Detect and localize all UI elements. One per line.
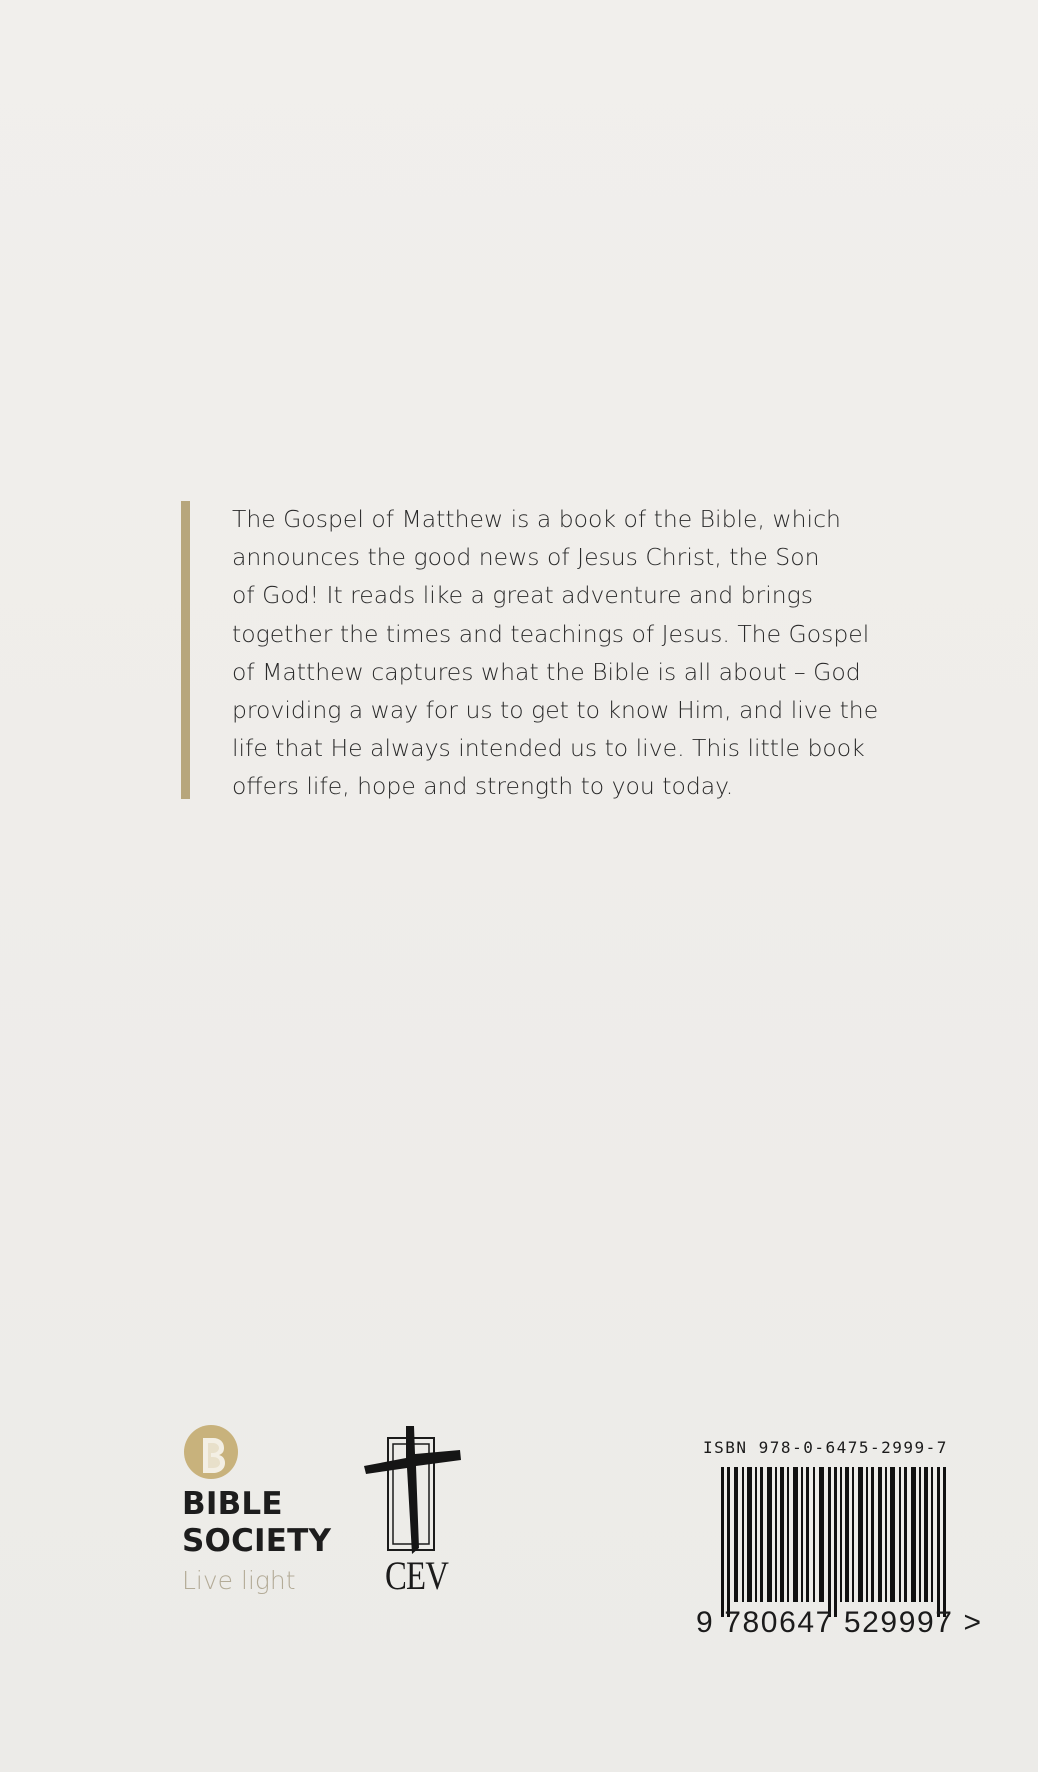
description-line: providing a way for us to get to know Him, and live the	[232, 696, 879, 725]
description-line: of God! It reads like a great adventure and brings	[232, 581, 813, 610]
barcode-graphic	[721, 1467, 959, 1617]
publisher-tagline: Live light	[182, 1566, 296, 1595]
cev-logo	[362, 1424, 462, 1600]
cross-icon	[362, 1424, 462, 1564]
description-line: announces the good news of Jesus Christ, the Son	[232, 543, 820, 572]
bible-society-b-icon	[183, 1424, 239, 1480]
quote-accent-bar	[181, 501, 190, 799]
isbn-barcode	[690, 1438, 990, 1648]
description-line: life that He always intended us to live. This little book	[232, 734, 865, 763]
description-line: offers life, hope and strength to you today.	[232, 772, 734, 801]
translation-label: CEV	[385, 1553, 449, 1598]
isbn-label: ISBN 978-0-6475-2999-7	[703, 1438, 948, 1457]
bible-society-logo	[182, 1424, 352, 1604]
publisher-name	[182, 1486, 331, 1560]
description-line: of Matthew captures what the Bible is all about – God	[232, 657, 861, 686]
barcode-digits: 9 780647 529997 >	[696, 1606, 983, 1639]
description-line: The Gospel of Matthew is a book of the Bible, which	[232, 505, 841, 533]
publisher-name-line: SOCIETY	[182, 1523, 332, 1559]
description-line: together the times and teachings of Jesus. The Gospel	[232, 619, 870, 648]
publisher-name-line: BIBLE	[182, 1486, 283, 1522]
book-description	[232, 500, 892, 806]
